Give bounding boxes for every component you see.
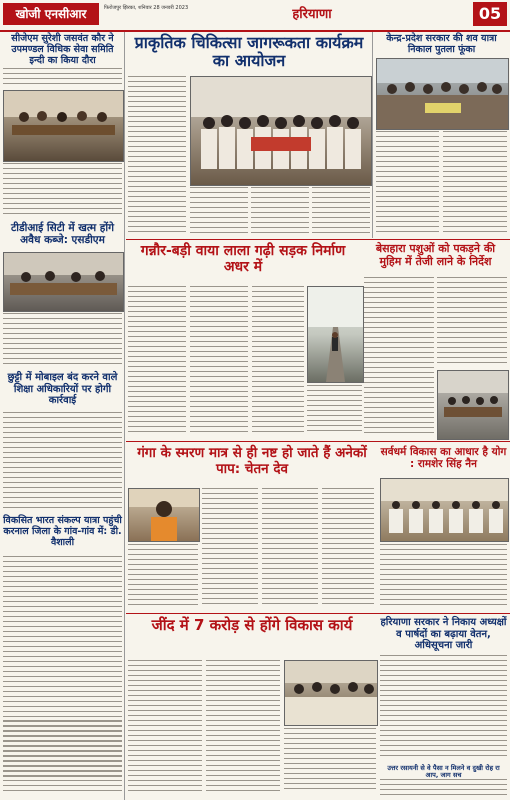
- article-body: [380, 544, 507, 610]
- headline-naturopathy: प्राकृतिक चिकित्सा जागरूकता कार्यक्रम का आयोजन: [134, 33, 364, 71]
- headline-viksit-bharat: विकसित भारत संकल्प यात्रा पहुंची करनाल जिला के गांव-गांव में: डी. वैशाली: [3, 515, 122, 548]
- photo-sdm-meeting: [3, 252, 124, 312]
- photo-effigy-burning: [376, 58, 509, 130]
- article-body: [128, 544, 198, 609]
- article-body: [443, 131, 507, 236]
- headline-stray-cattle: बेसहारा पशुओं को पकड़ने की मुहिम में तेजी लाने के निर्देश: [375, 242, 496, 268]
- article-body: [262, 488, 318, 610]
- section-rule: [126, 441, 510, 442]
- headline-road-construction: गन्नौर-बड़ी वाया लाला गढ़ी सड़क निर्माण अधर में: [140, 243, 346, 276]
- column-divider: [124, 32, 125, 800]
- headline-salary-hike: हरियाणा सरकार ने निकाय अध्यक्षों व पार्षदों का बढ़ाया वेतन, अधिसूचना जारी: [380, 617, 507, 651]
- headline-ganga: गंगा के स्मरण मात्र से ही नष्ट हो जाते हैं अनेकों पाप: चेतन देव: [137, 445, 367, 477]
- article-body: [128, 76, 186, 236]
- article-body: [3, 412, 122, 512]
- newspaper-logo: खोजी एनसीआर: [3, 3, 99, 25]
- dateline: फिरोजपुर झिरका, शनिवार 28 जनवरी 2023: [104, 5, 189, 11]
- photo-jind-event: [284, 660, 378, 726]
- photo-yoga-session: [380, 478, 509, 542]
- masthead: [0, 0, 510, 32]
- article-body: [3, 163, 122, 218]
- article-body: [322, 488, 374, 610]
- column-divider: [372, 32, 373, 238]
- article-body: [3, 68, 122, 88]
- article-body: [312, 187, 370, 237]
- article-body: [376, 131, 439, 236]
- article-body: [307, 385, 362, 435]
- article-body: [190, 187, 248, 237]
- article-body: [202, 488, 258, 610]
- section-rule: [126, 613, 510, 614]
- article-body: [3, 556, 122, 796]
- photo-chetan-dev: [128, 488, 200, 542]
- article-body: [190, 286, 248, 436]
- article-body: [380, 779, 507, 798]
- photo-cjm-meeting: [3, 90, 124, 162]
- photo-damaged-road: [307, 286, 364, 383]
- headline-jind-development: जींद में 7 करोड़ से होंगे विकास कार्य: [151, 616, 353, 634]
- headline-effigy: केन्द्र-प्रदेश सरकार की शव यात्रा निकाल पुतला फूंका: [386, 33, 497, 55]
- article-body: [3, 313, 122, 368]
- headline-bottom-story: उत्तर रसायनी से वे पैसा न मिलने व दुखी रोह रा आप, जाग सच: [387, 764, 500, 780]
- photo-naturopathy-group: [190, 76, 372, 186]
- headline-mobile-off: छुट्टी में मोबाइल बंद करने वाले शिक्षा अधिकारियों पर होगी कार्रवाई: [7, 372, 118, 406]
- headline-tdi-city: टीडीआई सिटी में खत्म होंगे अवैध कब्जे: एसडीएम: [11, 222, 114, 247]
- article-body: [128, 286, 186, 436]
- article-body: [128, 660, 202, 796]
- section-rule: [126, 239, 510, 240]
- headline-yoga: सर्वधर्म विकास का आधार है योग : रामशेर सिंह नैन: [380, 446, 507, 471]
- article-body: [437, 277, 507, 367]
- article-body: [252, 286, 304, 436]
- article-body: [251, 187, 309, 237]
- photo-cattle-meeting: [437, 370, 509, 440]
- article-body: [206, 660, 280, 796]
- headline-cjm-visit: सीजेएम सुरेशी जसवंत कौर ने उपमण्डल विधिक सेवा समिति इन्दी का किया दौरा: [11, 33, 114, 66]
- page-number: 05: [473, 2, 507, 26]
- article-body: [284, 728, 376, 796]
- article-body: [364, 277, 434, 437]
- article-body: [380, 655, 507, 763]
- section-title: हरियाणा: [292, 7, 332, 22]
